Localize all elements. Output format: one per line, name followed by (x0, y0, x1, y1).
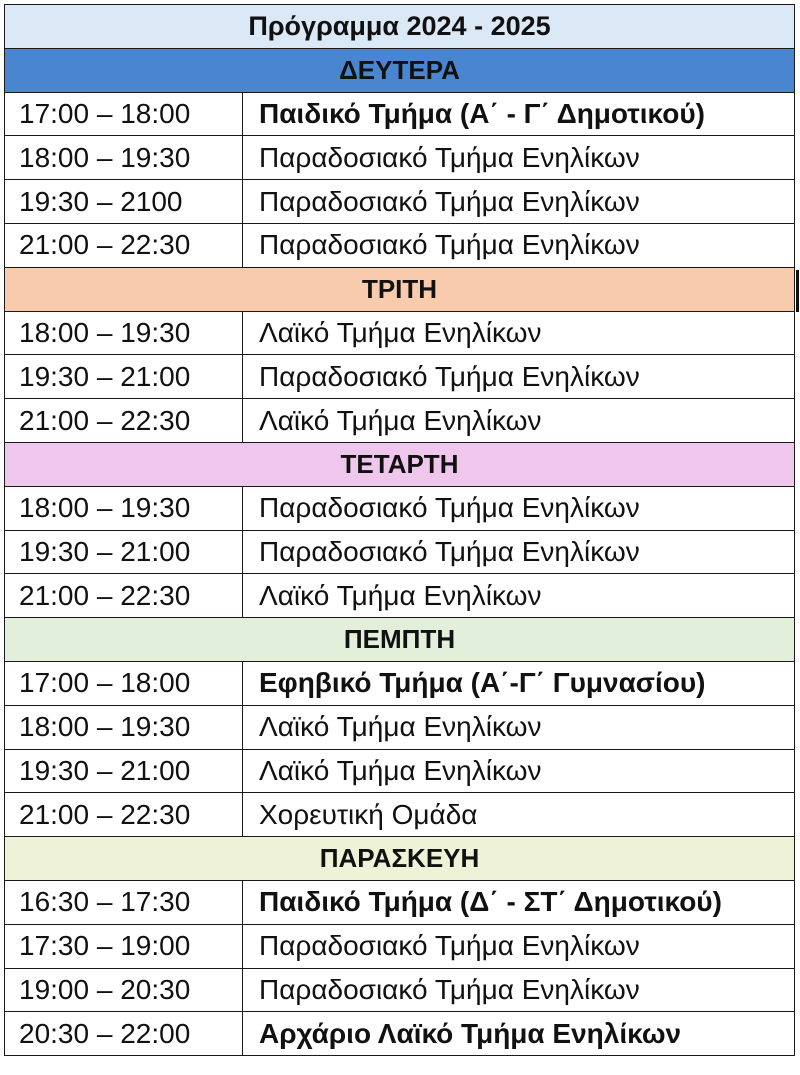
schedule-body (5, 5, 795, 1056)
day-header-row (5, 618, 795, 662)
session-time: 21:00 – 22:30 (5, 793, 243, 837)
session-time: 18:00 – 19:30 (5, 136, 243, 180)
session-row (5, 136, 795, 180)
schedule-title: Πρόγραμμα 2024 - 2025 (5, 5, 795, 49)
day-header-row (5, 837, 795, 881)
session-time: 19:30 – 21:00 (5, 355, 243, 399)
session-class: Χορευτική Ομάδα (243, 793, 795, 837)
session-row (5, 355, 795, 399)
day-header-row (5, 48, 795, 92)
session-class: Λαϊκό Τμήμα Ενηλίκων (243, 311, 795, 355)
session-row (5, 399, 795, 443)
schedule-table (4, 4, 795, 1056)
session-row (5, 486, 795, 530)
day-header: ΤΡΙΤΗ (5, 267, 795, 311)
session-class: Παραδοσιακό Τμήμα Ενηλίκων (243, 924, 795, 968)
day-header: ΔΕΥΤΕΡΑ (5, 48, 795, 92)
session-class: Παραδοσιακό Τμήμα Ενηλίκων (243, 530, 795, 574)
session-row (5, 1012, 795, 1056)
session-class: Εφηβικό Τμήμα (Α΄-Γ΄ Γυμνασίου) (243, 661, 795, 705)
edge-mark (796, 270, 799, 312)
session-row (5, 92, 795, 136)
schedule-sheet (4, 4, 794, 1056)
session-time: 19:30 – 21:00 (5, 749, 243, 793)
session-row (5, 574, 795, 618)
session-row (5, 223, 795, 267)
session-row (5, 968, 795, 1012)
session-time: 19:30 – 21:00 (5, 530, 243, 574)
session-time: 20:30 – 22:00 (5, 1012, 243, 1056)
day-header: ΤΕΤΑΡΤΗ (5, 442, 795, 486)
session-row (5, 661, 795, 705)
session-time: 19:30 – 2100 (5, 180, 243, 224)
session-class: Παραδοσιακό Τμήμα Ενηλίκων (243, 136, 795, 180)
session-class: Λαϊκό Τμήμα Ενηλίκων (243, 705, 795, 749)
session-class: Παραδοσιακό Τμήμα Ενηλίκων (243, 180, 795, 224)
session-class: Λαϊκό Τμήμα Ενηλίκων (243, 749, 795, 793)
session-class: Αρχάριο Λαϊκό Τμήμα Ενηλίκων (243, 1012, 795, 1056)
session-time: 17:30 – 19:00 (5, 924, 243, 968)
session-row (5, 924, 795, 968)
session-class: Λαϊκό Τμήμα Ενηλίκων (243, 574, 795, 618)
session-class: Παραδοσιακό Τμήμα Ενηλίκων (243, 355, 795, 399)
session-row (5, 880, 795, 924)
session-time: 18:00 – 19:30 (5, 486, 243, 530)
session-class: Παιδικό Τμήμα (Α΄ - Γ΄ Δημοτικού) (243, 92, 795, 136)
session-class: Παιδικό Τμήμα (Δ΄ - ΣΤ΄ Δημοτικού) (243, 880, 795, 924)
session-class: Παραδοσιακό Τμήμα Ενηλίκων (243, 486, 795, 530)
session-row (5, 705, 795, 749)
session-time: 17:00 – 18:00 (5, 661, 243, 705)
session-row (5, 749, 795, 793)
session-time: 21:00 – 22:30 (5, 223, 243, 267)
session-time: 19:00 – 20:30 (5, 968, 243, 1012)
session-time: 18:00 – 19:30 (5, 705, 243, 749)
session-row (5, 793, 795, 837)
session-time: 16:30 – 17:30 (5, 880, 243, 924)
session-row (5, 530, 795, 574)
day-header-row (5, 267, 795, 311)
session-row (5, 311, 795, 355)
session-class: Λαϊκό Τμήμα Ενηλίκων (243, 399, 795, 443)
session-time: 21:00 – 22:30 (5, 399, 243, 443)
day-header-row (5, 442, 795, 486)
session-class: Παραδοσιακό Τμήμα Ενηλίκων (243, 223, 795, 267)
day-header: ΠΕΜΠΤΗ (5, 618, 795, 662)
day-header: ΠΑΡΑΣΚΕΥΗ (5, 837, 795, 881)
session-time: 17:00 – 18:00 (5, 92, 243, 136)
title-row (5, 5, 795, 49)
session-row (5, 180, 795, 224)
session-class: Παραδοσιακό Τμήμα Ενηλίκων (243, 968, 795, 1012)
session-time: 21:00 – 22:30 (5, 574, 243, 618)
session-time: 18:00 – 19:30 (5, 311, 243, 355)
